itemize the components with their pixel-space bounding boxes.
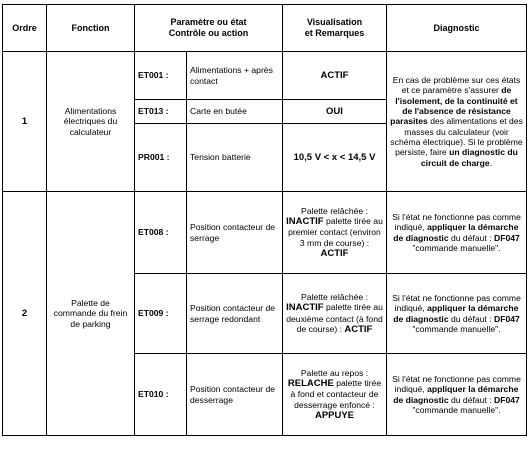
vis-remark: Palette relâchée : INACTIF palette tirée au premier contact (environ 3 mm de course) : ACTIF [283, 192, 387, 274]
vis-value: ACTIF [283, 52, 387, 100]
diagnostic-table [2, 4, 527, 436]
param-code: PR001 : [135, 124, 187, 192]
diagnostic-cell: Si l'état ne fonctionne pas comme indiqué, appliquer la démarche de diagnostic du défaut : DF047 "commande manuelle". [387, 354, 527, 436]
header-row [3, 5, 527, 52]
param-code: ET009 : [135, 274, 187, 354]
param-code: ET001 : [135, 52, 187, 100]
param-label: Carte en butée [187, 100, 283, 124]
param-label: Alimentations + après contact [187, 52, 283, 100]
param-label: Tension batterie [187, 124, 283, 192]
vis-value: 10,5 V < x < 14,5 V [283, 124, 387, 192]
fonction-cell: Palette de commande du frein de parking [47, 192, 135, 436]
param-code: ET008 : [135, 192, 187, 274]
param-code: ET013 : [135, 100, 187, 124]
param-code: ET010 : [135, 354, 187, 436]
header-diagnostic: Diagnostic [387, 5, 527, 52]
table-row [3, 192, 527, 274]
diagnostic-cell: En cas de problème sur ces états et ce paramètre s'assurer de l'isolement, de la continuité et de l'absence de résistance parasites des alimentations et des masses du calculateur (voir schéma électrique). Si le problème persiste, faire un diagnostic du circuit de charge. [387, 52, 527, 192]
param-label: Position contacteur de serrage redondant [187, 274, 283, 354]
header-parametre: Paramètre ou état Contrôle ou action [135, 5, 283, 52]
diagnostic-cell: Si l'état ne fonctionne pas comme indiqué, appliquer la démarche de diagnostic du défaut : DF047 "commande manuelle". [387, 274, 527, 354]
vis-remark: Palette au repos : RELACHE palette tirée à fond et contacteur de desserrage enfoncé : APPUYE [283, 354, 387, 436]
header-ordre: Ordre [3, 5, 47, 52]
table-row [3, 52, 527, 100]
fonction-cell: Alimentations électriques du calculateur [47, 52, 135, 192]
diagnostic-cell: Si l'état ne fonctionne pas comme indiqué, appliquer la démarche de diagnostic du défaut : DF047 "commande manuelle". [387, 192, 527, 274]
param-label: Position contacteur de desserrage [187, 354, 283, 436]
header-visualisation: Visualisation et Remarques [283, 5, 387, 52]
header-fonction: Fonction [47, 5, 135, 52]
vis-value: OUI [283, 100, 387, 124]
ordre-cell: 2 [3, 192, 47, 436]
param-label: Position contacteur de serrage [187, 192, 283, 274]
ordre-cell: 1 [3, 52, 47, 192]
vis-remark: Palette relâchée : INACTIF palette tirée au deuxième contact (à fond de course) : ACTIF [283, 274, 387, 354]
